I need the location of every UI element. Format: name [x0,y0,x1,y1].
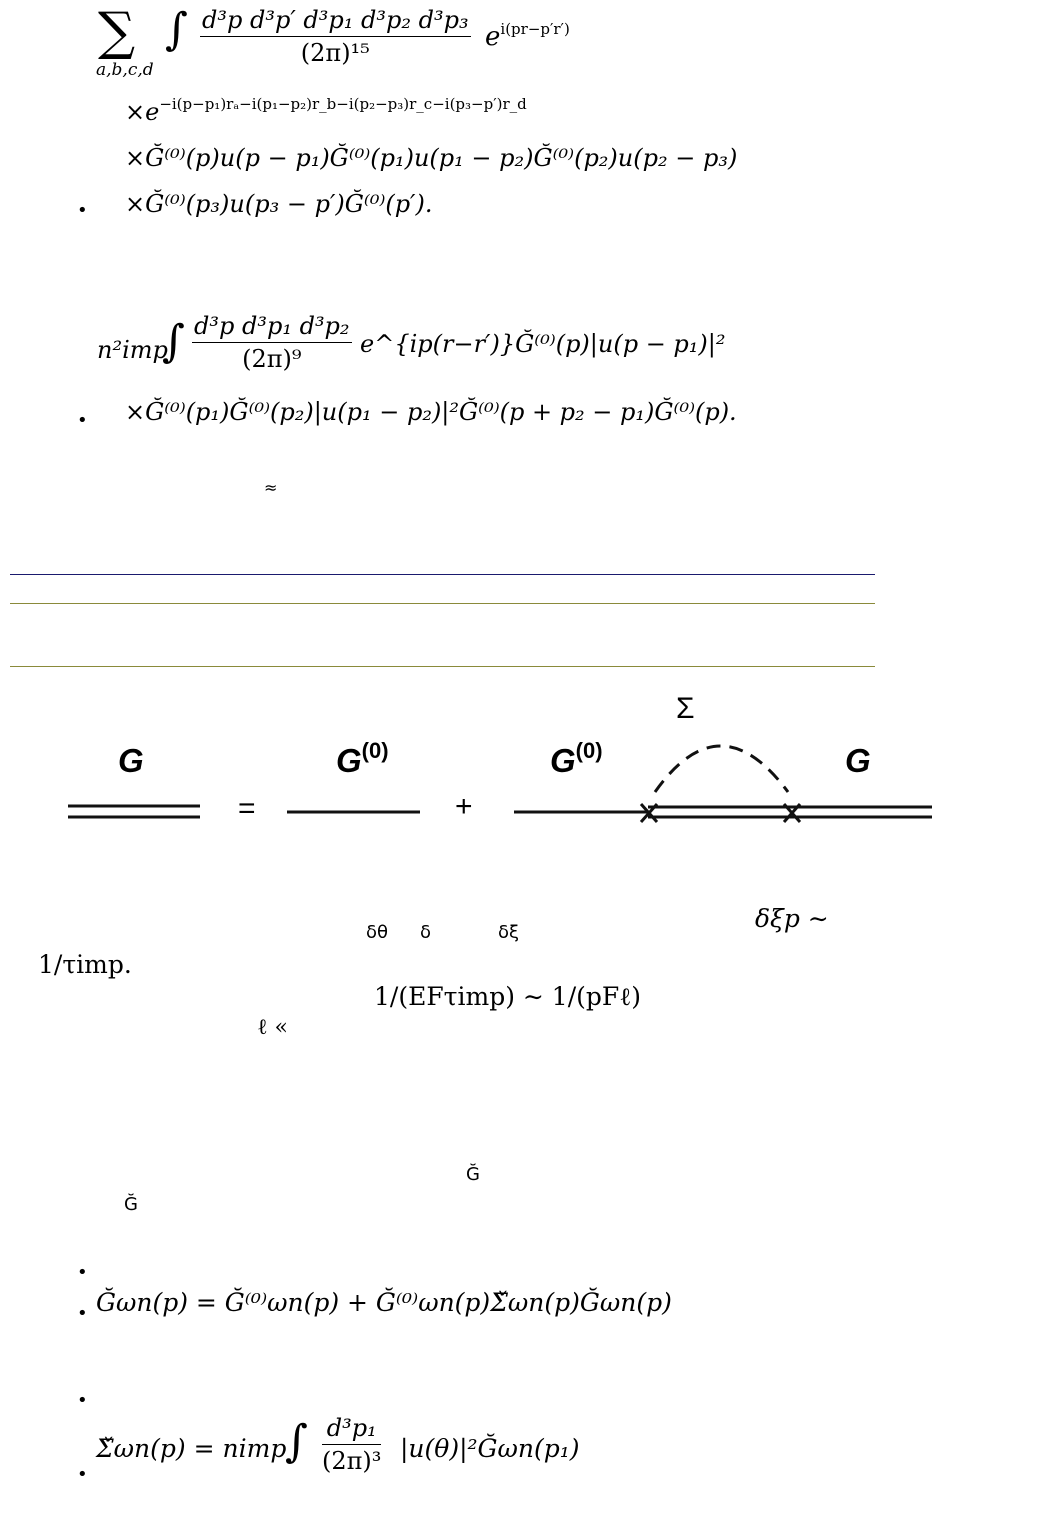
integral-symbol: ∫ [165,4,188,55]
equation-line-3: ×Ğ⁽⁰⁾(p)u(p − p₁)Ğ⁽⁰⁾(p₁)u(p₁ − p₂)Ğ⁽⁰⁾(p₂)u(p₂ − p₃) [125,144,738,172]
equation-block-1 [0,0,1046,230]
divider-bottom [10,666,875,667]
plus-sign: + [455,790,473,823]
label-g0-mid: $G^{(0)}$ [336,738,389,779]
integral-symbol: ∫ [162,316,185,367]
equals-sign: = [238,792,256,825]
fraction-2 [192,312,352,373]
line2-power: −i(p−p₁)rₐ−i(p₁−p₂)r_b−i(p₂−p₃)r_c−i(p₃−p′)r_d [159,95,527,113]
divider-middle [10,603,875,604]
fraction-numerator: d³p₁ [322,1414,381,1445]
bullet-marker: • [77,1464,88,1485]
bullet-marker: • [77,1262,88,1283]
self-energy-dashed-arc [655,746,788,792]
fraction-denominator: (2π)³ [322,1447,382,1475]
sum-symbol: ∑ [98,2,136,62]
sum-subscript: a,b,c,d [96,60,154,80]
label-g-right: G [845,742,871,779]
self-energy-rhs: |u(θ)|²Ğωn(p₁) [400,1434,580,1463]
bullet-marker: • [77,1390,88,1411]
equation-line-1-rest: e^{ip(r−r′)}Ğ⁽⁰⁾(p)|u(p − p₁)|² [360,330,726,358]
exp-base: e [485,22,501,52]
equation-block-2 [0,300,1046,440]
label-g-left: G [118,742,144,779]
line2-prefix: ×e [125,98,160,126]
delta-xi-p-sim: δξp ∼ [755,904,829,933]
self-energy-equation [0,1410,1046,1510]
fraction-denominator: (2π)¹⁵ [300,39,370,67]
fraction-numerator: d³p d³p′ d³p₁ d³p₂ d³p₃ [200,6,471,37]
divider-top [10,574,875,575]
label-g0-right: $G^{(0)}$ [550,738,603,779]
g-check-2: Ğ [124,1194,138,1215]
dyson-equation: Ğωn(p) = Ğ⁽⁰⁾ωn(p) + Ğ⁽⁰⁾ωn(p)Σ̌ωn(p)Ğωn(p) [96,1288,672,1317]
delta-theta: δθ [366,922,389,943]
bullet-marker: • [77,200,88,221]
fraction-3 [322,1414,381,1475]
bullet-marker: • [77,410,88,431]
exp-power: i(pr−p′r′) [500,20,570,38]
g-check-1: Ğ [466,1164,480,1185]
equation-line-2: ×Ğ⁽⁰⁾(p₁)Ğ⁽⁰⁾(p₂)|u(p₁ − p₂)|²Ğ⁽⁰⁾(p + p₂ − p₁)Ğ⁽⁰⁾(p). [125,398,737,426]
prefactor: n²imp [97,336,168,364]
equation-line-4: ×Ğ⁽⁰⁾(p₃)u(p₃ − p′)Ğ⁽⁰⁾(p′). [125,190,433,218]
ratio-expression: 1/(EFτimp) ∼ 1/(pFℓ) [374,982,641,1011]
label-sigma: Σ [676,692,695,725]
diagram-lines [0,680,1046,860]
bullet-marker: • [77,1303,88,1324]
exponential [485,22,570,52]
dyson-diagram [0,680,1046,860]
self-energy-lhs: Σ̌ωn(p) = nimp [96,1434,287,1463]
fraction-denominator: (2π)⁹ [242,345,302,373]
fraction-1 [200,6,471,67]
integral-symbol: ∫ [285,1416,308,1467]
delta-xi: δξ [498,922,520,943]
fraction-numerator: d³p d³p₁ d³p₂ [192,312,352,343]
one-over-tau-imp: 1/τimp. [38,950,132,979]
delta: δ [420,922,432,943]
approx-symbol: ≈ [264,478,278,497]
equation-line-2 [125,95,527,126]
ell-much-less: ℓ « [257,1015,288,1040]
